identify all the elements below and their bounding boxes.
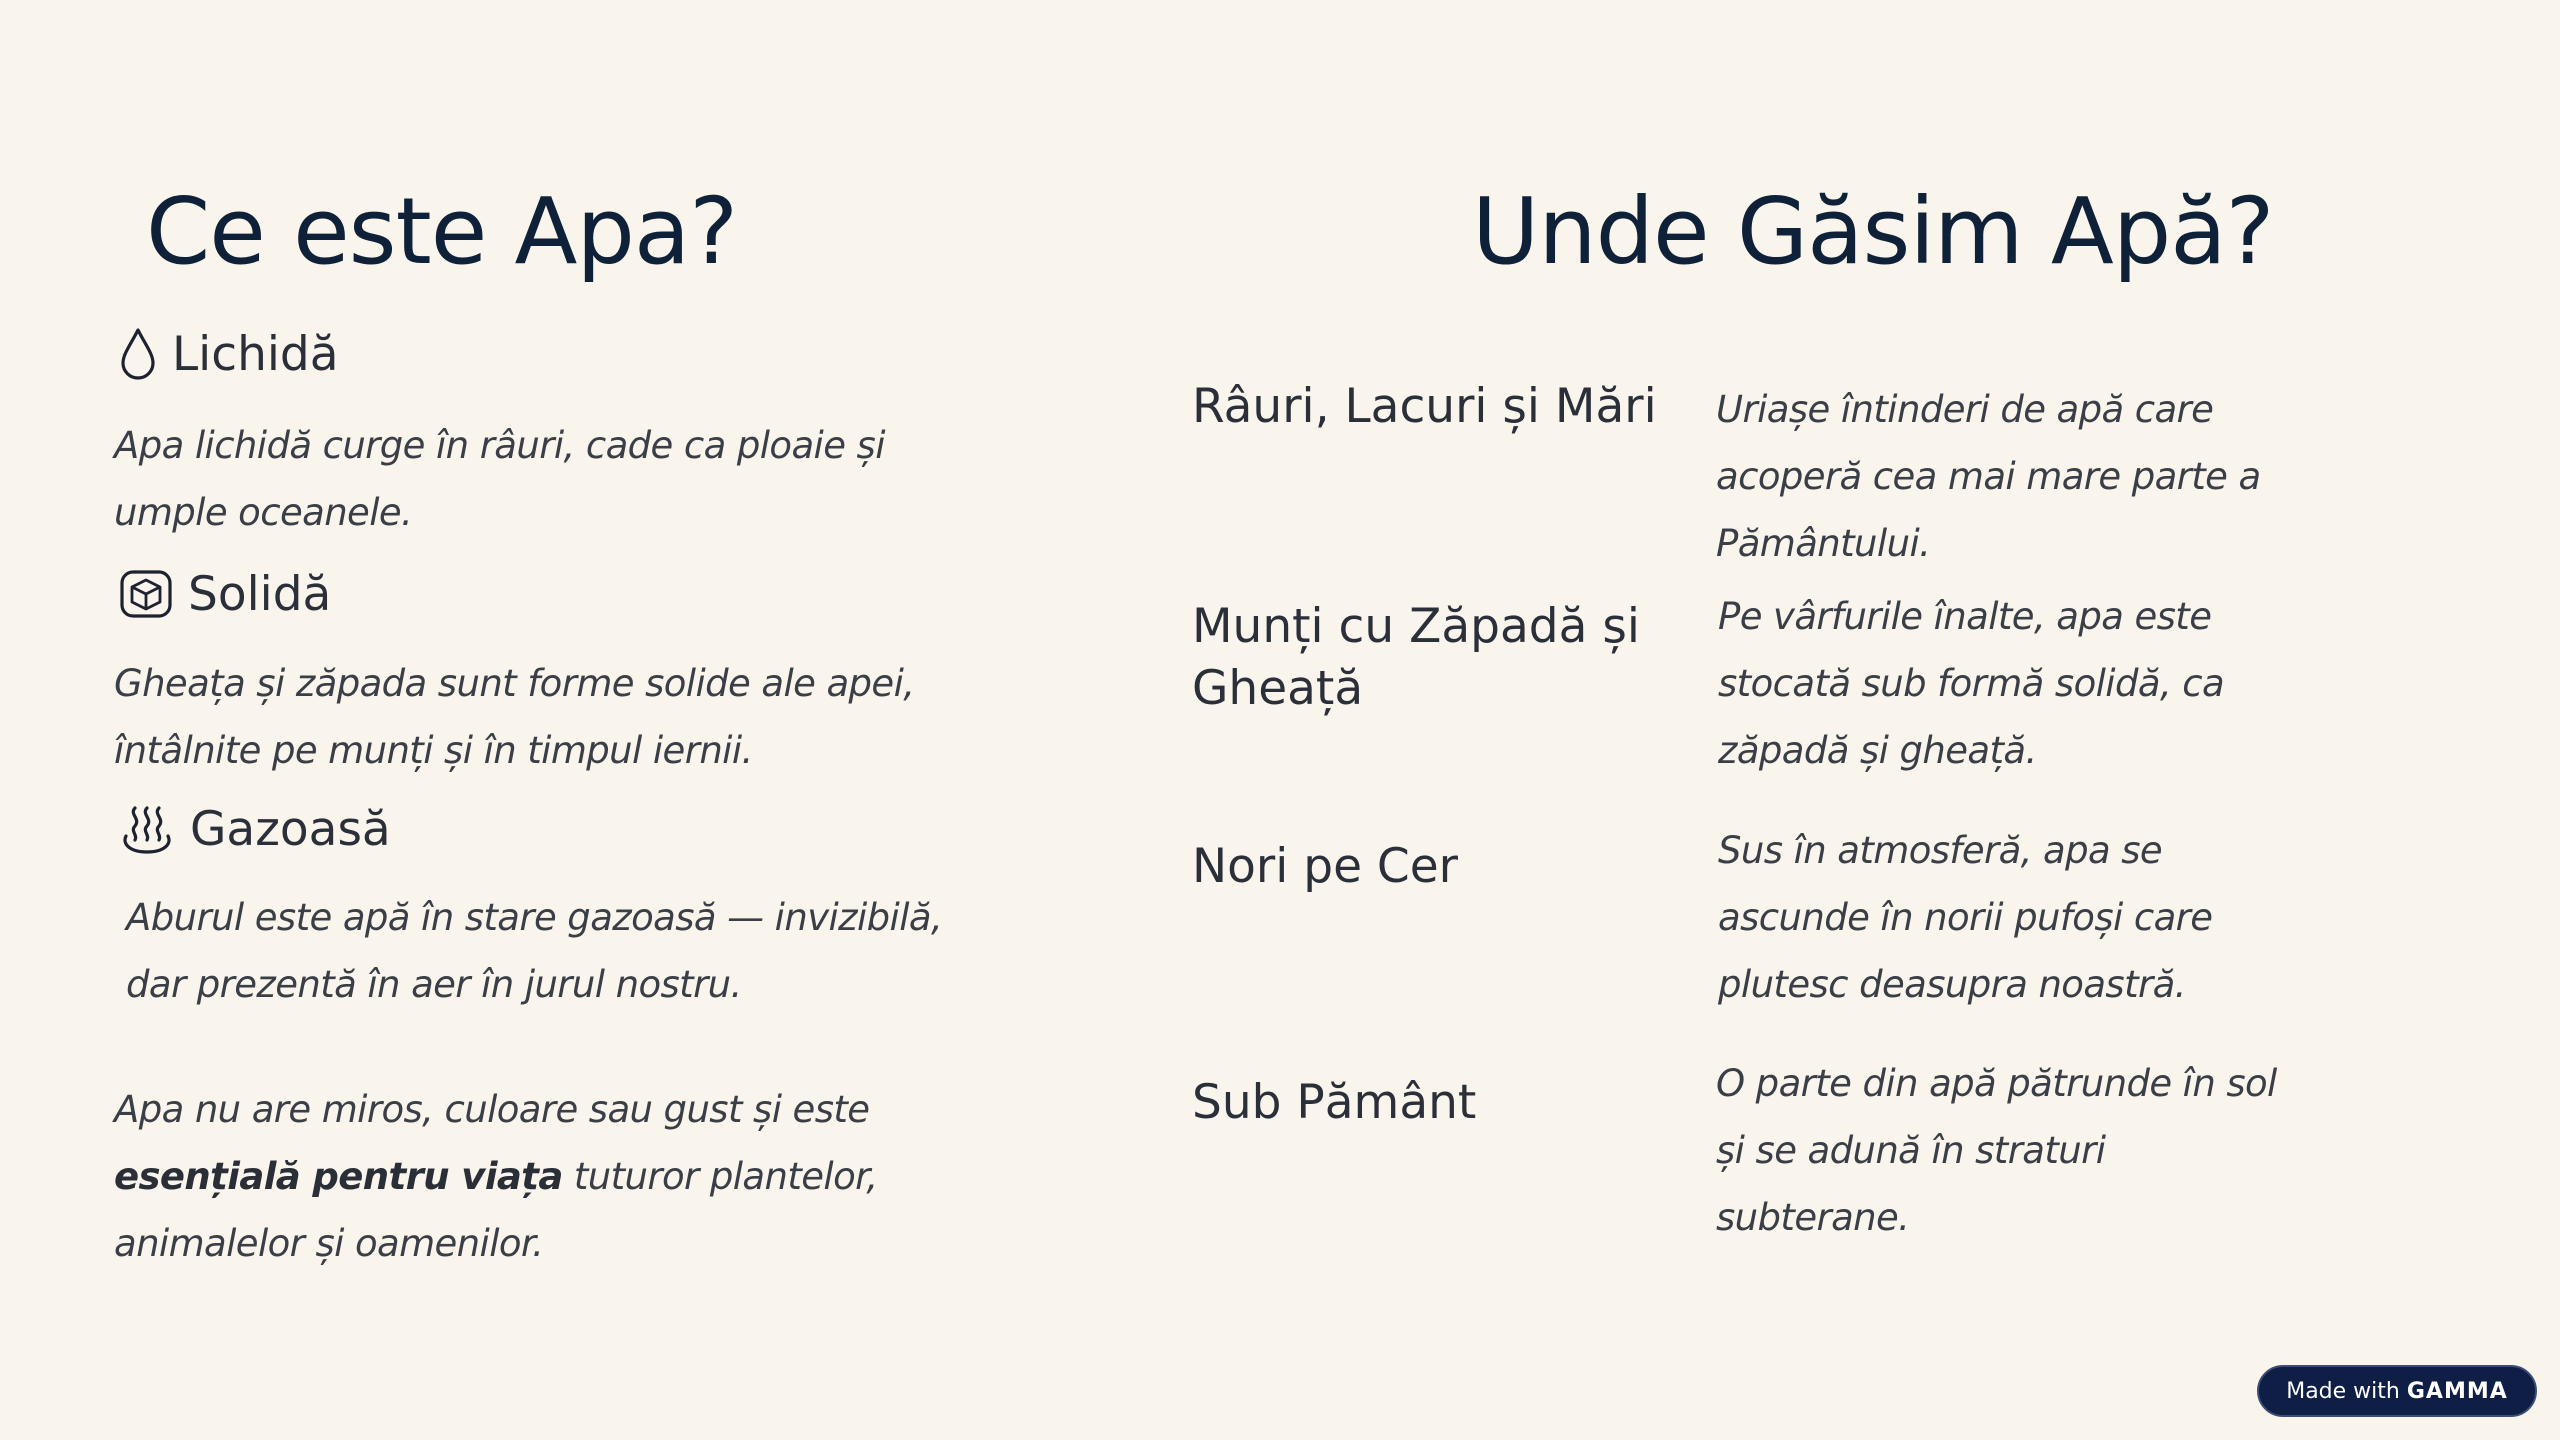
state-text-solid: Gheața și zăpada sunt forme solide ale apei, întâlnite pe munți și în timpul iernii. (114, 662, 915, 772)
location-text-mountains: Pe vârfurile înalte, apa este stocată sub formă solidă, ca zăpadă și gheață. (1718, 595, 2225, 772)
badge-brand: GAMMA (2406, 1378, 2508, 1404)
location-text-rivers: Uriașe întinderi de apă care acoperă cea mai mare parte a Pământului. (1716, 388, 2261, 565)
steam-icon (118, 800, 176, 858)
state-title-gas (118, 800, 391, 858)
location-text-clouds: Sus în atmosferă, apa se ascunde în norii pufoși care plutesc deasupra noastră. (1718, 829, 2213, 1006)
state-text-gas: Aburul este apă în stare gazoasă — invizibilă, dar prezentă în aer în jurul nostru. (126, 896, 943, 1006)
ice-cube-icon (118, 566, 174, 622)
badge-prefix: Made with (2286, 1378, 2400, 1404)
water-drop-icon (118, 326, 158, 382)
location-label-clouds: Nori pe Cer (1192, 839, 1458, 894)
state-text-liquid: Apa lichidă curge în râuri, cade ca ploaie și umple oceanele. (114, 424, 885, 534)
summary-bold: esențială pentru viața (114, 1155, 563, 1198)
state-title-label: Lichidă (172, 326, 339, 382)
left-title: Ce este Apa? (146, 178, 738, 285)
right-title: Unde Găsim Apă? (1472, 178, 2274, 285)
location-label-underground: Sub Pământ (1192, 1075, 1477, 1130)
summary-before: Apa nu are miros, culoare sau gust și este (114, 1088, 870, 1131)
location-label-mountains: Munți cu Zăpadă și Gheață (1192, 599, 1640, 716)
summary-text (114, 1076, 944, 1277)
made-with-gamma-badge[interactable] (2257, 1365, 2537, 1417)
location-label-rivers: Râuri, Lacuri și Mări (1192, 379, 1657, 434)
state-title-label: Solidă (188, 566, 332, 622)
state-title-solid (118, 566, 331, 622)
state-title-liquid (118, 326, 339, 382)
summary-after: tuturor plantelor, animalelor și oamenilor. (114, 1155, 878, 1265)
state-title-label: Gazoasă (190, 801, 391, 857)
location-text-underground: O parte din apă pătrunde în sol și se adună în straturi subterane. (1716, 1062, 2277, 1239)
